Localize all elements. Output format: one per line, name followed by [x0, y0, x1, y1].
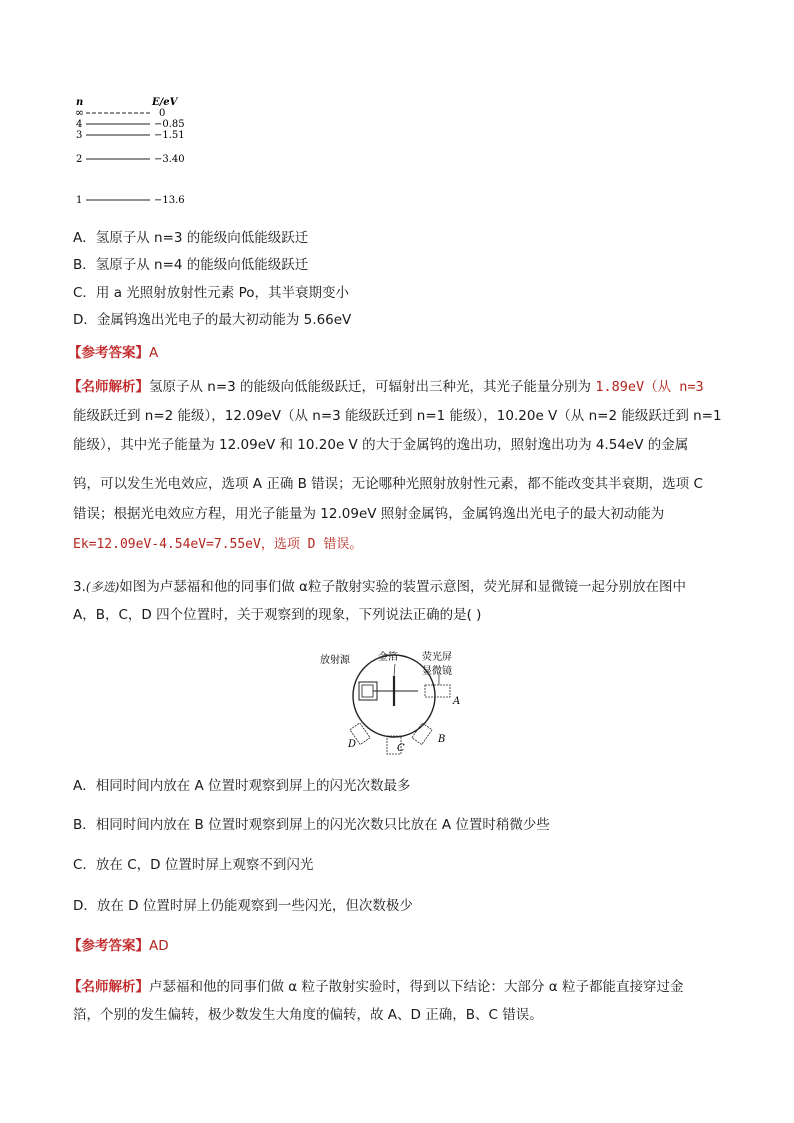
axis-n-label: n [76, 97, 84, 108]
q3-analysis-line-1: 【名师解析】卢瑟福和他的同事们做 α 粒子散射实验时，得到以下结论：大部分 α 粒子都能直接穿过金 [68, 979, 684, 995]
analysis-label: 【名师解析】 [68, 379, 149, 395]
svg-text:−13.6: −13.6 [154, 195, 185, 206]
answer-value: AD [149, 938, 169, 954]
svg-text:0: 0 [159, 108, 166, 119]
axis-e-label: E/eV [152, 97, 178, 108]
rutherford-apparatus-figure [318, 648, 478, 760]
level-4 [76, 119, 185, 130]
svg-text:−3.40: −3.40 [154, 154, 185, 165]
level-3 [76, 130, 185, 141]
q2-option-a: A．氢原子从 n=3 的能级向低能级跃迁 [73, 230, 309, 246]
label-d: D [348, 739, 357, 750]
q2-option-b: B．氢原子从 n=4 的能级向低能级跃迁 [73, 257, 309, 273]
answer-value: A [149, 345, 159, 361]
label-microscope: 显微镜 [422, 666, 452, 677]
q2-analysis-line-5: 错误；根据光电效应方程，用光子能量为 12.09eV 照射金属钨，金属钨逸出光电子的最大初动能为 [73, 506, 665, 522]
q2-analysis-line-1: 【名师解析】氢原子从 n=3 的能级向低能级跃迁，可辐射出三种光，其光子能量分别为 1.89eV（从 n=3 [68, 379, 704, 395]
q3-stem-line-1: 3.(多选)如图为卢瑟福和他的同事们做 α粒子散射实验的装置示意图，荧光屏和显微镜一起分别放在图中 [73, 579, 686, 595]
label-a: A [453, 696, 461, 707]
q2-answer [68, 343, 158, 363]
analysis-label: 【名师解析】 [68, 979, 149, 995]
label-source: 放射源 [320, 655, 350, 666]
svg-text:1: 1 [76, 195, 83, 206]
answer-label: 【参考答案】 [68, 345, 149, 361]
q2-analysis-line-4: 钨，可以发生光电效应，选项 A 正确 B 错误；无论哪种光照射放射性元素，都不能改变其半衰期，选项 C [73, 476, 703, 492]
answer-label: 【参考答案】 [68, 938, 149, 954]
energy-level-diagram [70, 94, 210, 209]
svg-text:−0.85: −0.85 [154, 119, 185, 130]
level-1 [76, 195, 185, 206]
q2-option-c: C．用 a 光照射放射性元素 Po，其半衰期变小 [73, 285, 349, 301]
q3-option-d: D．放在 D 位置时屏上仍能观察到一些闪光，但次数极少 [73, 898, 413, 914]
detector-a [425, 685, 450, 697]
svg-text:∞: ∞ [75, 106, 85, 119]
svg-text:3: 3 [76, 130, 83, 141]
q2-option-d: D．金属钨逸出光电子的最大初动能为 5.66eV [73, 312, 352, 328]
q2-analysis-line-2: 能级跃迁到 n=2 能级），12.09eV（从 n=3 能级跃迁到 n=1 能级），10.20e V（从 n=2 能级跃迁到 n=1 [73, 408, 722, 424]
label-b: B [438, 734, 446, 745]
q3-stem-line-2: A，B，C，D 四个位置时，关于观察到的现象，下列说法正确的是( ) [73, 607, 482, 623]
label-c: C [397, 743, 405, 754]
q3-option-a: A．相同时间内放在 A 位置时观察到屏上的闪光次数最多 [73, 778, 411, 794]
q3-option-c: C．放在 C，D 位置时屏上观察不到闪光 [73, 857, 314, 873]
q3-answer [68, 936, 169, 956]
svg-text:2: 2 [76, 154, 83, 165]
svg-text:−1.51: −1.51 [154, 130, 185, 141]
q3-option-b: B．相同时间内放在 B 位置时观察到屏上的闪光次数只比放在 A 位置时稍微少些 [73, 817, 550, 833]
label-foil: 金箔 [378, 652, 398, 663]
level-2 [76, 154, 185, 165]
q3-analysis-line-2: 箔，个别的发生偏转，极少数发生大角度的偏转，故 A、D 正确，B、C 错误。 [73, 1007, 543, 1023]
svg-text:4: 4 [76, 119, 83, 130]
q2-analysis-line-3: 能级），其中光子能量为 12.09eV 和 10.20e V 的大于金属钨的逸出功，照射逸出功为 4.54eV 的金属 [73, 437, 689, 453]
q2-analysis-line-6: Ek=12.09eV-4.54eV=7.55eV，选项 D 错误。 [73, 537, 363, 552]
label-screen: 荧光屏 [422, 652, 452, 663]
